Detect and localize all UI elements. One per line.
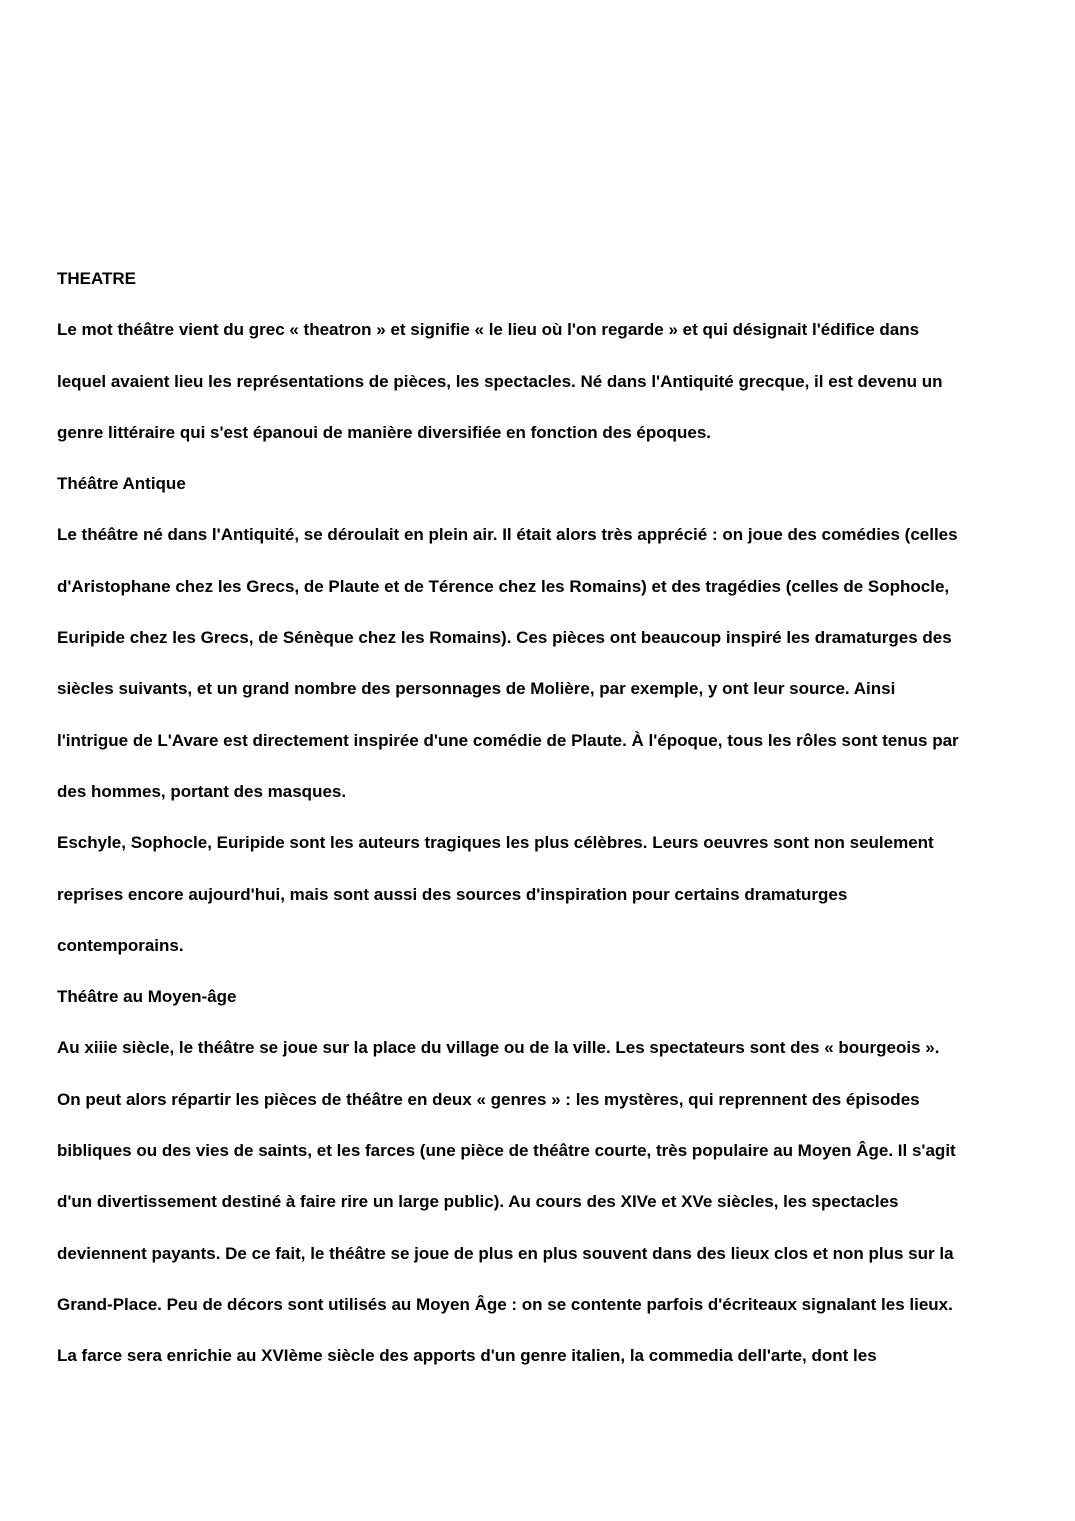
paragraph-line: d'Aristophane chez les Grecs, de Plaute et de Térence chez les Romains) et des tragédies (celles de Sophocle, (57, 576, 950, 596)
paragraph-line: genre littéraire qui s'est épanoui de manière diversifiée en fonction des époques. (57, 422, 712, 442)
paragraph-line: reprises encore aujourd'hui, mais sont aussi des sources d'inspiration pour certains dramaturges (57, 884, 848, 904)
paragraph-line: bibliques ou des vies de saints, et les farces (une pièce de théâtre courte, très populaire au Moyen Âge. Il s'agit (57, 1141, 956, 1161)
paragraph-line: La farce sera enrichie au XVIème siècle des apports d'un genre italien, la commedia dell'arte, dont les (57, 1346, 877, 1366)
paragraph-line: Euripide chez les Grecs, de Sénèque chez les Romains). Ces pièces ont beaucoup inspiré les dramaturges des (57, 628, 952, 648)
paragraph-line: On peut alors répartir les pièces de théâtre en deux « genres » : les mystères, qui reprennent des épisodes (57, 1089, 920, 1109)
paragraph-line: des hommes, portant des masques. (57, 781, 347, 801)
paragraph-line: contemporains. (57, 935, 184, 955)
paragraph-line: Le théâtre né dans l'Antiquité, se déroulait en plein air. Il était alors très apprécié : on joue des comédies (celles (57, 525, 958, 545)
paragraph-line: Eschyle, Sophocle, Euripide sont les auteurs tragiques les plus célèbres. Leurs oeuvres sont non seulement (57, 833, 934, 853)
paragraph-line: deviennent payants. De ce fait, le théâtre se joue de plus en plus souvent dans des lieux clos et non plus sur la (57, 1243, 954, 1263)
section-heading-antique: Théâtre Antique (57, 474, 186, 494)
section-heading-moyen-age: Théâtre au Moyen-âge (57, 987, 237, 1007)
paragraph-line: Grand-Place. Peu de décors sont utilisés au Moyen Âge : on se contente parfois d'écriteaux signalant les lieux. (57, 1294, 953, 1314)
paragraph-line: siècles suivants, et un grand nombre des personnages de Molière, par exemple, y ont leur source. Ainsi (57, 679, 896, 699)
paragraph-line: Le mot théâtre vient du grec « theatron » et signifie « le lieu où l'on regarde » et qui désignait l'édifice dans (57, 320, 920, 340)
paragraph-line: Au xiiie siècle, le théâtre se joue sur la place du village ou de la ville. Les spectateurs sont des « bourgeois ». (57, 1038, 940, 1058)
document-title: THEATRE (57, 269, 137, 288)
paragraph-line: lequel avaient lieu les représentations de pièces, les spectacles. Né dans l'Antiquité grecque, il est devenu un (57, 371, 943, 391)
paragraph-line: d'un divertissement destiné à faire rire un large public). Au cours des XIVe et XVe siècles, les spectacles (57, 1192, 899, 1212)
paragraph-line: l'intrigue de L'Avare est directement inspirée d'une comédie de Plaute. À l'époque, tous les rôles sont tenus par (57, 730, 959, 750)
document-page (57, 268, 1032, 1397)
